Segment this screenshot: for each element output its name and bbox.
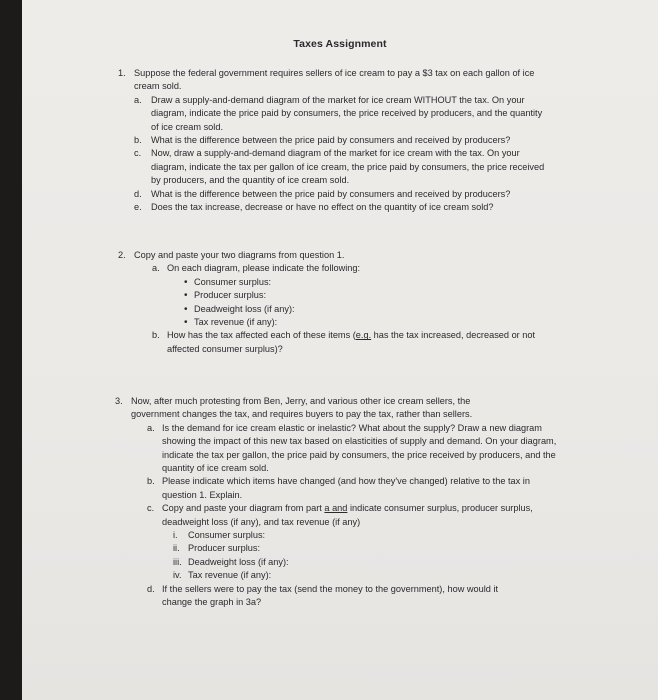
roman-label: iv. (173, 570, 182, 581)
question-part (152, 262, 558, 275)
part-label: d. (147, 583, 155, 594)
roman-list (173, 529, 565, 583)
part-label: a. (152, 263, 160, 274)
part-label: b. (152, 330, 160, 341)
part-text-start: Copy and paste your diagram from part (162, 503, 325, 514)
question-text: Copy and paste your two diagrams from question 1. (134, 250, 345, 260)
bullet-item: • Deadweight loss (if any): (184, 303, 558, 316)
part-text-end: has the tax increased, decreased or not affected consumer surplus)? (167, 330, 536, 354)
part-text: Now, draw a supply-and-demand diagram of the market for ice cream with the tax. On your diagram, indicate the tax per gallon of ice cream, the price paid by consumers, the price received by producers, and the quantity of ice cream sold. (151, 148, 545, 186)
question-number: 3. (115, 396, 123, 406)
roman-label: iii. (173, 556, 182, 567)
part-text (167, 329, 558, 356)
part-label: b. (147, 476, 155, 487)
document-page (22, 0, 658, 700)
roman-item (173, 529, 565, 542)
part-text: If the sellers were to pay the tax (send the money to the government), how would it change the graph in 3a? (162, 583, 499, 608)
part-label: a. (134, 94, 142, 105)
question-part (147, 583, 565, 610)
question-3 (115, 395, 565, 610)
part-label: c. (134, 148, 142, 159)
question-part (147, 502, 565, 529)
roman-label: ii. (173, 543, 180, 554)
part-text: Draw a supply-and-demand diagram of the market for ice cream WITHOUT the tax. On your diagram, indicate the price paid by consumers, the price received by producers, and the quantity of ice cream sold. (151, 94, 543, 132)
question-part (134, 188, 548, 201)
roman-text: Tax revenue (if any): (188, 570, 272, 581)
question-part (134, 94, 548, 134)
bullet-item: • Producer surplus: (184, 289, 558, 302)
bullet-list (184, 276, 558, 330)
roman-text: Consumer surplus: (188, 530, 266, 541)
question-part (134, 134, 548, 147)
part-text: Please indicate which items have changed (and how they've changed) relative to the tax in question 1. Explain. (162, 476, 530, 500)
bullet-item: • Consumer surplus: (184, 276, 558, 289)
part-text-end: indicate consumer surplus, producer surplus, deadweight loss (if any), and tax revenue (if any) (162, 503, 533, 527)
part-label: d. (134, 188, 142, 199)
part-text-start: How has the tax affected each of these items ( (167, 330, 356, 341)
question-part (134, 147, 548, 187)
part-text: Does the tax increase, decrease or have no effect on the quantity of ice cream sold? (151, 202, 494, 213)
roman-item (173, 569, 565, 582)
roman-text: Producer surplus: (188, 543, 261, 554)
bullet-item: • Tax revenue (if any): (184, 316, 558, 329)
part-label: e. (134, 202, 142, 213)
roman-text: Deadweight loss (if any): (188, 556, 289, 567)
part-label: c. (147, 503, 155, 514)
roman-item (173, 556, 565, 569)
part-text: What is the difference between the price paid by consumers and received by producers? (151, 188, 511, 199)
part-text: Is the demand for ice cream elastic or inelastic? What about the supply? Draw a new diagram showing the impact of this new tax based on elasticities of supply and demand. On your diagram, indicate the tax per gallon, the price paid by consumers, the price received by producers, and the quantity of ice cream sold. (162, 422, 557, 474)
question-text: Suppose the federal government requires sellers of ice cream to pay a $3 tax on each gallon of ice cream sold. (134, 68, 535, 92)
question-part (147, 475, 565, 502)
question-text: Now, after much protesting from Ben, Jerry, and various other ice cream sellers, the government changes the tax, and requires buyers to pay the tax, rather than sellers. (131, 396, 473, 420)
part-label: b. (134, 135, 142, 146)
part-text (162, 502, 565, 529)
question-1 (118, 67, 548, 214)
document-title: Taxes Assignment (293, 38, 387, 50)
eg-abbrev: e.g. (355, 330, 372, 341)
question-part (152, 329, 558, 356)
part-text: What is the difference between the price paid by consumers and received by producers? (151, 135, 511, 146)
question-number: 2. (118, 250, 126, 260)
question-number: 1. (118, 68, 126, 78)
roman-label: i. (173, 530, 178, 541)
underlined-ref: a and (324, 503, 348, 514)
question-part (147, 422, 565, 476)
roman-item (173, 542, 565, 555)
question-part (134, 201, 548, 214)
question-2 (118, 249, 558, 356)
part-text: On each diagram, please indicate the following: (167, 263, 361, 274)
part-label: a. (147, 422, 155, 433)
